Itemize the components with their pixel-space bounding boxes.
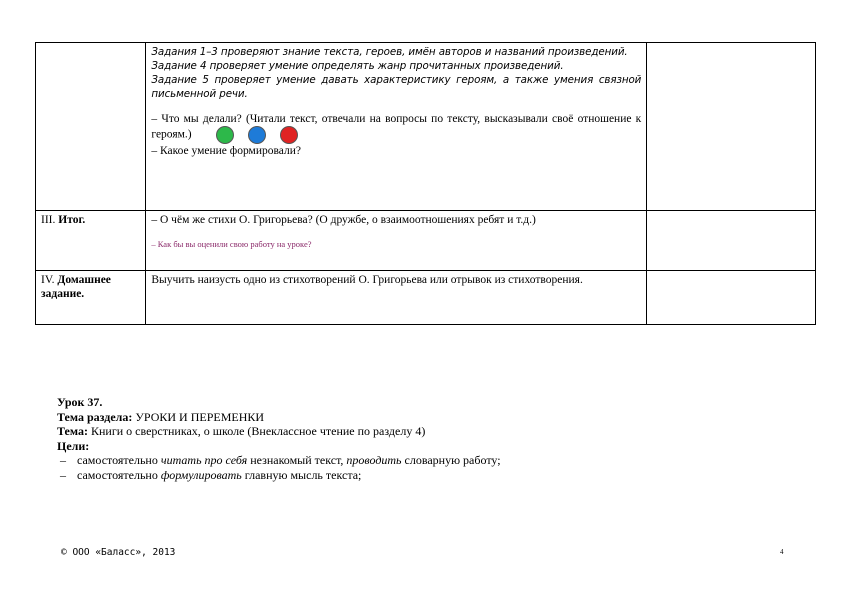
section-line: Тема раздела: УРОКИ И ПЕРЕМЕНКИ xyxy=(57,409,265,424)
stage-title: Итог. xyxy=(58,214,86,226)
stage-cell: IV. Домашнее задание. xyxy=(36,271,146,325)
list-item: – самостоятельно формулировать главную мысль текста; xyxy=(60,467,362,482)
table-row xyxy=(36,211,816,271)
page-number: 4 xyxy=(780,548,784,556)
stage-cell: III. Итог. xyxy=(36,211,146,271)
green-dot-icon xyxy=(216,126,234,144)
summary-question: – О чём же стихи О. Григорьева? (О дружбе, о взаимоотношениях ребят и т.д.) xyxy=(151,214,536,226)
task-note-3: Задание 5 проверяет умение давать характеристику героям, а также умения связной письменной речи. xyxy=(151,74,642,100)
lesson-title: Урок 37. xyxy=(57,395,103,409)
self-evaluation-question: – Как бы вы оценили свою работу на уроке? xyxy=(151,239,312,249)
activity-cell xyxy=(146,211,647,271)
blue-dot-icon xyxy=(248,126,266,144)
color-dots xyxy=(202,126,298,144)
red-dot-icon xyxy=(280,126,298,144)
table-row xyxy=(36,271,816,325)
lesson-plan-table xyxy=(35,42,816,325)
notes-cell xyxy=(647,271,816,325)
homework-text: Выучить наизусть одно из стихотворений О. Григорьева или отрывок из стихотворения. xyxy=(151,274,583,286)
goals-list xyxy=(57,453,501,482)
notes-cell xyxy=(647,43,816,211)
goals-label: Цели: xyxy=(57,438,90,453)
skill-question: – Какое умение формировали? xyxy=(151,145,301,157)
table-row xyxy=(36,43,816,211)
lesson-header xyxy=(57,395,501,482)
stage-title: Домашнее задание. xyxy=(41,274,111,300)
copyright-footer: © ООО «Баласс», 2013 xyxy=(61,547,176,558)
stage-cell xyxy=(36,43,146,211)
reflection-question: – Что мы делали? (Читали текст, отвечали на вопросы по тексту, высказывали своё отношение к героям.) xyxy=(151,112,641,144)
task-note-1: Задания 1–3 проверяют знание текста, героев, имён авторов и названий произведений. xyxy=(151,46,628,58)
topic-line: Тема: Книги о сверстниках, о школе (Внеклассное чтение по разделу 4) xyxy=(57,424,426,438)
activity-cell xyxy=(146,271,647,325)
list-item: – самостоятельно читать про себя незнакомый текст, проводить словарную работу; xyxy=(60,453,501,467)
activity-cell xyxy=(146,43,647,211)
notes-cell xyxy=(647,211,816,271)
task-note-2: Задание 4 проверяет умение определять жанр прочитанных произведений. xyxy=(151,60,564,72)
